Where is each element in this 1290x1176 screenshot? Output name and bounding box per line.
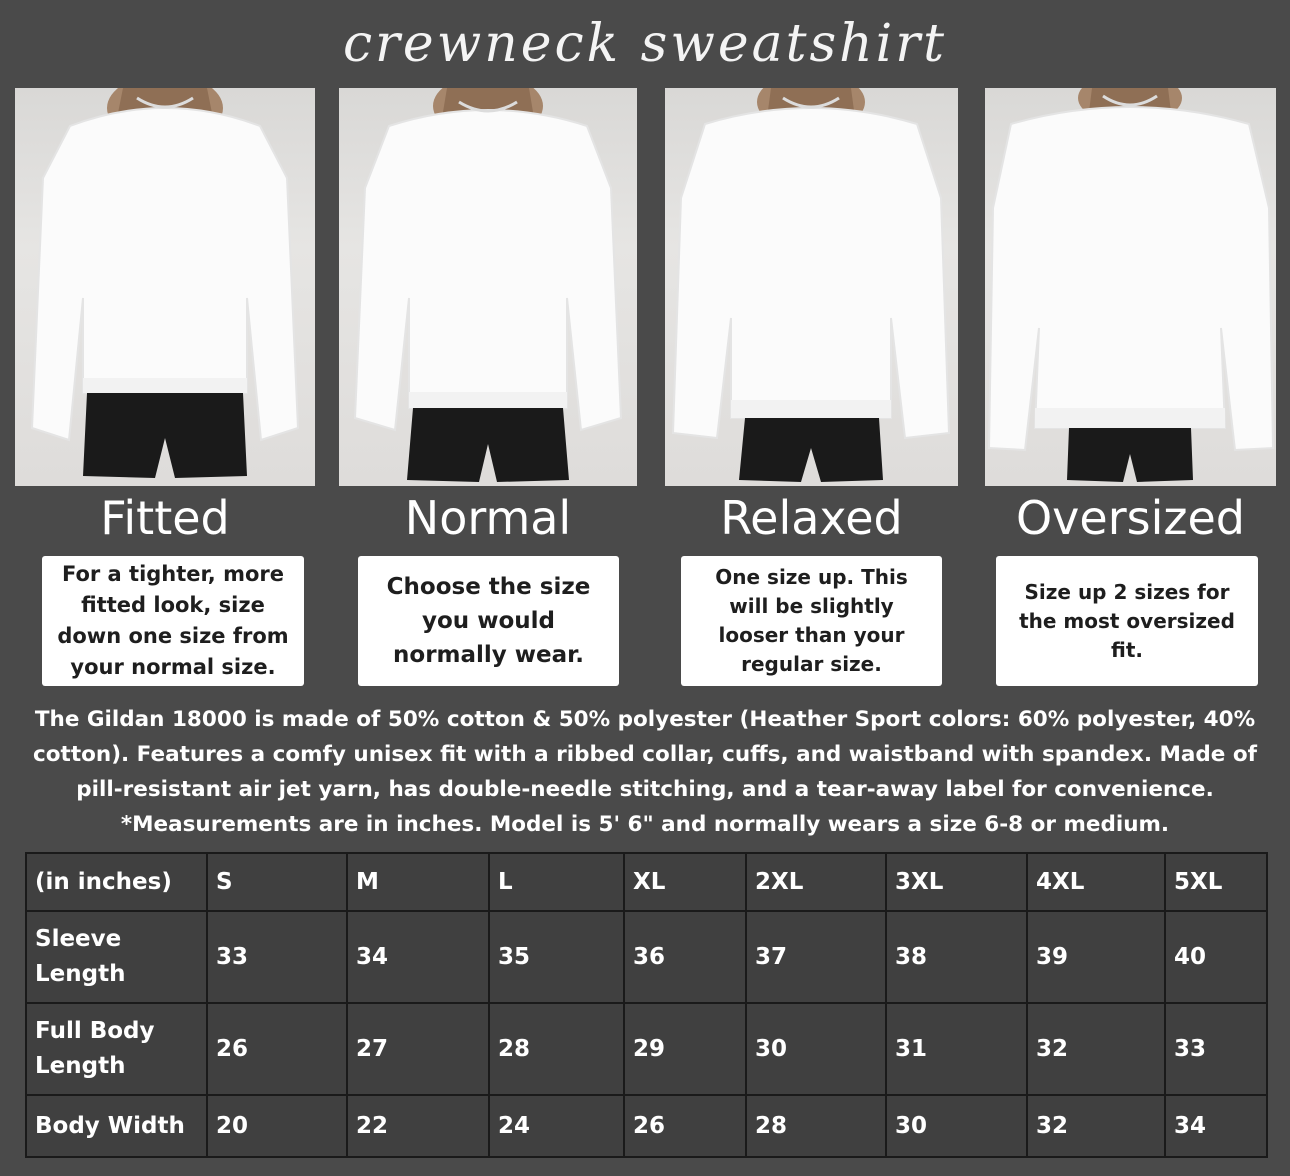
- table-cell: 32: [1027, 1095, 1165, 1157]
- table-cell: 27: [347, 1003, 489, 1095]
- table-header-cell: S: [207, 853, 347, 911]
- relaxed-model-photo: [665, 88, 958, 486]
- fit-label-normal: Normal: [404, 491, 572, 545]
- table-cell: 26: [624, 1095, 746, 1157]
- normal-model-photo: [339, 88, 637, 486]
- table-row: [26, 911, 1267, 1003]
- table-header-cell: 4XL: [1027, 853, 1165, 911]
- table-header-cell: XL: [624, 853, 746, 911]
- table-cell: 38: [886, 911, 1027, 1003]
- table-cell: 36: [624, 911, 746, 1003]
- table-row: [26, 1095, 1267, 1157]
- table-cell: 22: [347, 1095, 489, 1157]
- description-line: cotton). Features a comfy unisex fit with a ribbed collar, cuffs, and waistband with spandex. Made of: [33, 742, 1257, 767]
- table-cell: 20: [207, 1095, 347, 1157]
- table-header-cell: M: [347, 853, 489, 911]
- table-cell: 32: [1027, 1003, 1165, 1095]
- table-cell: 28: [489, 1003, 624, 1095]
- table-cell: 28: [746, 1095, 886, 1157]
- table-cell: 35: [489, 911, 624, 1003]
- table-header-cell: (in inches): [26, 853, 207, 911]
- row-label: Sleeve Length: [26, 911, 207, 1003]
- table-cell: 33: [1165, 1003, 1267, 1095]
- table-cell: 30: [886, 1095, 1027, 1157]
- table-cell: 37: [746, 911, 886, 1003]
- fit-label-fitted: Fitted: [100, 491, 230, 545]
- row-label: Body Width: [26, 1095, 207, 1157]
- table-header-cell: 2XL: [746, 853, 886, 911]
- table-header-row: [26, 853, 1267, 911]
- description-line: *Measurements are in inches. Model is 5' 6" and normally wears a size 6-8 or medium.: [120, 812, 1170, 837]
- fit-label-oversized: Oversized: [1015, 491, 1246, 545]
- description-line: pill-resistant air jet yarn, has double-needle stitching, and a tear-away label for convenience.: [76, 777, 1214, 802]
- table-cell: 39: [1027, 911, 1165, 1003]
- table-header-cell: 3XL: [886, 853, 1027, 911]
- table-header-cell: 5XL: [1165, 853, 1267, 911]
- fit-note-relaxed: One size up. This will be slightly looser than your regular size.: [681, 556, 942, 686]
- table-cell: 40: [1165, 911, 1267, 1003]
- table-cell: 31: [886, 1003, 1027, 1095]
- description-line: The Gildan 18000 is made of 50% cotton & 50% polyester (Heather Sport colors: 60% polyester, 40%: [34, 707, 1256, 732]
- table-cell: 34: [347, 911, 489, 1003]
- fit-note-fitted: For a tighter, more fitted look, size down one size from your normal size.: [42, 556, 304, 686]
- product-description: [0, 702, 1290, 842]
- table-cell: 29: [624, 1003, 746, 1095]
- table-cell: 24: [489, 1095, 624, 1157]
- table-cell: 34: [1165, 1095, 1267, 1157]
- page-title: crewneck sweatshirt: [342, 14, 948, 74]
- row-label: Full Body Length: [26, 1003, 207, 1095]
- table-cell: 30: [746, 1003, 886, 1095]
- table-row: [26, 1003, 1267, 1095]
- fit-note-oversized: Size up 2 sizes for the most oversized fit.: [996, 556, 1258, 686]
- size-chart-table: [25, 852, 1268, 1158]
- oversized-model-photo: [985, 88, 1276, 486]
- table-cell: 33: [207, 911, 347, 1003]
- fit-label-relaxed: Relaxed: [720, 491, 903, 545]
- fit-note-normal: Choose the size you would normally wear.: [358, 556, 619, 686]
- fitted-model-photo: [15, 88, 315, 486]
- table-cell: 26: [207, 1003, 347, 1095]
- table-header-cell: L: [489, 853, 624, 911]
